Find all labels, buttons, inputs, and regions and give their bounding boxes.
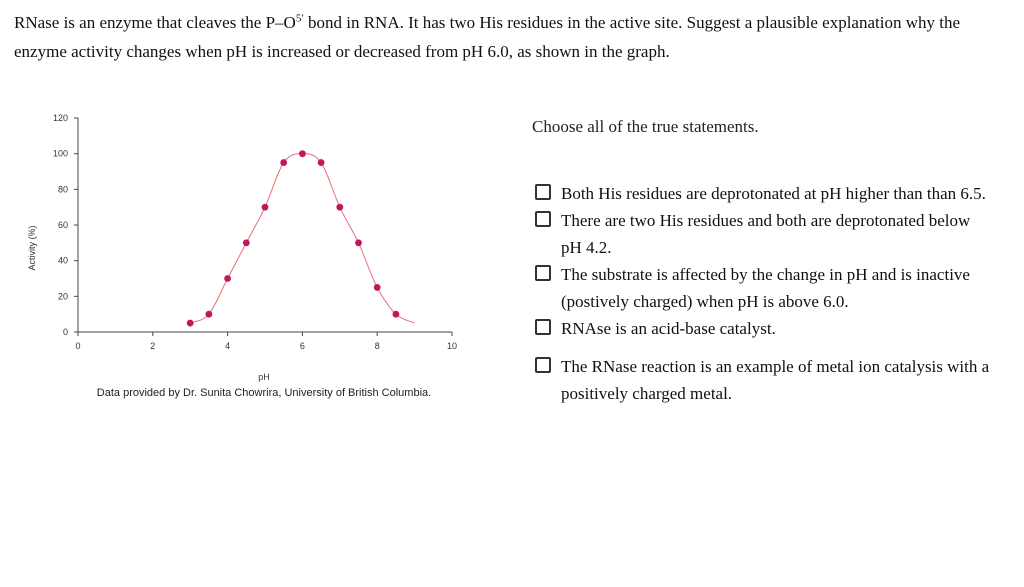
y-tick-label: 0 <box>62 327 68 337</box>
data-points <box>187 150 399 326</box>
option-label: Both His residues are deprotonated at pH higher than than 6.5. <box>561 184 986 203</box>
y-tick-label: 60 <box>57 220 68 230</box>
option-1[interactable] <box>535 180 995 207</box>
data-point <box>336 204 343 211</box>
option-label: RNAse is an acid-base catalyst. <box>561 319 776 338</box>
chart-caption: Data provided by Dr. Sunita Chowrira, University of British Columbia. <box>96 387 432 399</box>
data-point <box>299 150 306 157</box>
question-part-2: bond in RNA. It has two His residues in the active site. Suggest a plausible explanation why the enzyme activity changes when pH is increased or decreased from pH 6.0, as shown in the graph. <box>14 13 961 61</box>
x-tick-label: 0 <box>75 341 81 351</box>
option-3[interactable] <box>535 261 995 315</box>
instruction-text: Choose all of the true statements. <box>532 117 759 136</box>
option-5[interactable] <box>535 353 995 407</box>
x-tick-label: 2 <box>150 341 156 351</box>
chart-svg <box>0 100 470 410</box>
option-label: The RNase reaction is an example of metal ion catalysis with a positively charged metal. <box>561 357 990 403</box>
x-tick-label: 6 <box>299 341 305 351</box>
y-tick-label: 120 <box>52 113 68 123</box>
y-tick-label: 80 <box>57 184 68 195</box>
option-4[interactable] <box>535 315 995 342</box>
data-point <box>224 275 231 282</box>
y-tick-label: 40 <box>57 255 68 266</box>
question-text <box>14 8 1014 66</box>
checkbox[interactable] <box>535 265 551 281</box>
y-tick-label: 20 <box>57 291 68 302</box>
data-point <box>206 311 213 318</box>
data-point <box>243 239 250 246</box>
answer-options <box>535 180 995 407</box>
data-point <box>355 239 362 246</box>
option-label: The substrate is affected by the change in pH and is inactive (postively charged) when pH is above 6.0. <box>561 265 970 311</box>
x-tick-label: 4 <box>225 341 231 351</box>
question-superscript: 5′ <box>295 12 304 25</box>
data-point <box>262 204 269 211</box>
checkbox[interactable] <box>535 184 551 200</box>
x-tick-label: 8 <box>374 341 380 351</box>
checkbox[interactable] <box>535 319 551 335</box>
data-point <box>318 159 325 166</box>
data-point <box>393 311 400 318</box>
checkbox[interactable] <box>535 357 551 373</box>
option-label: There are two His residues and both are deprotonated below pH 4.2. <box>561 211 971 257</box>
option-2[interactable] <box>535 207 995 261</box>
y-axis-label: Activity (%) <box>27 225 37 271</box>
data-point <box>280 159 287 166</box>
y-tick-label: 100 <box>52 148 68 159</box>
data-point <box>374 284 381 291</box>
activity-curve-line <box>190 154 414 323</box>
x-axis-label: pH <box>258 372 270 382</box>
data-point <box>187 320 194 327</box>
question-part-1: RNase is an enzyme that cleaves the P–O <box>14 13 296 32</box>
checkbox[interactable] <box>535 211 551 227</box>
x-tick-label: 10 <box>446 341 458 351</box>
activity-chart <box>0 100 470 410</box>
